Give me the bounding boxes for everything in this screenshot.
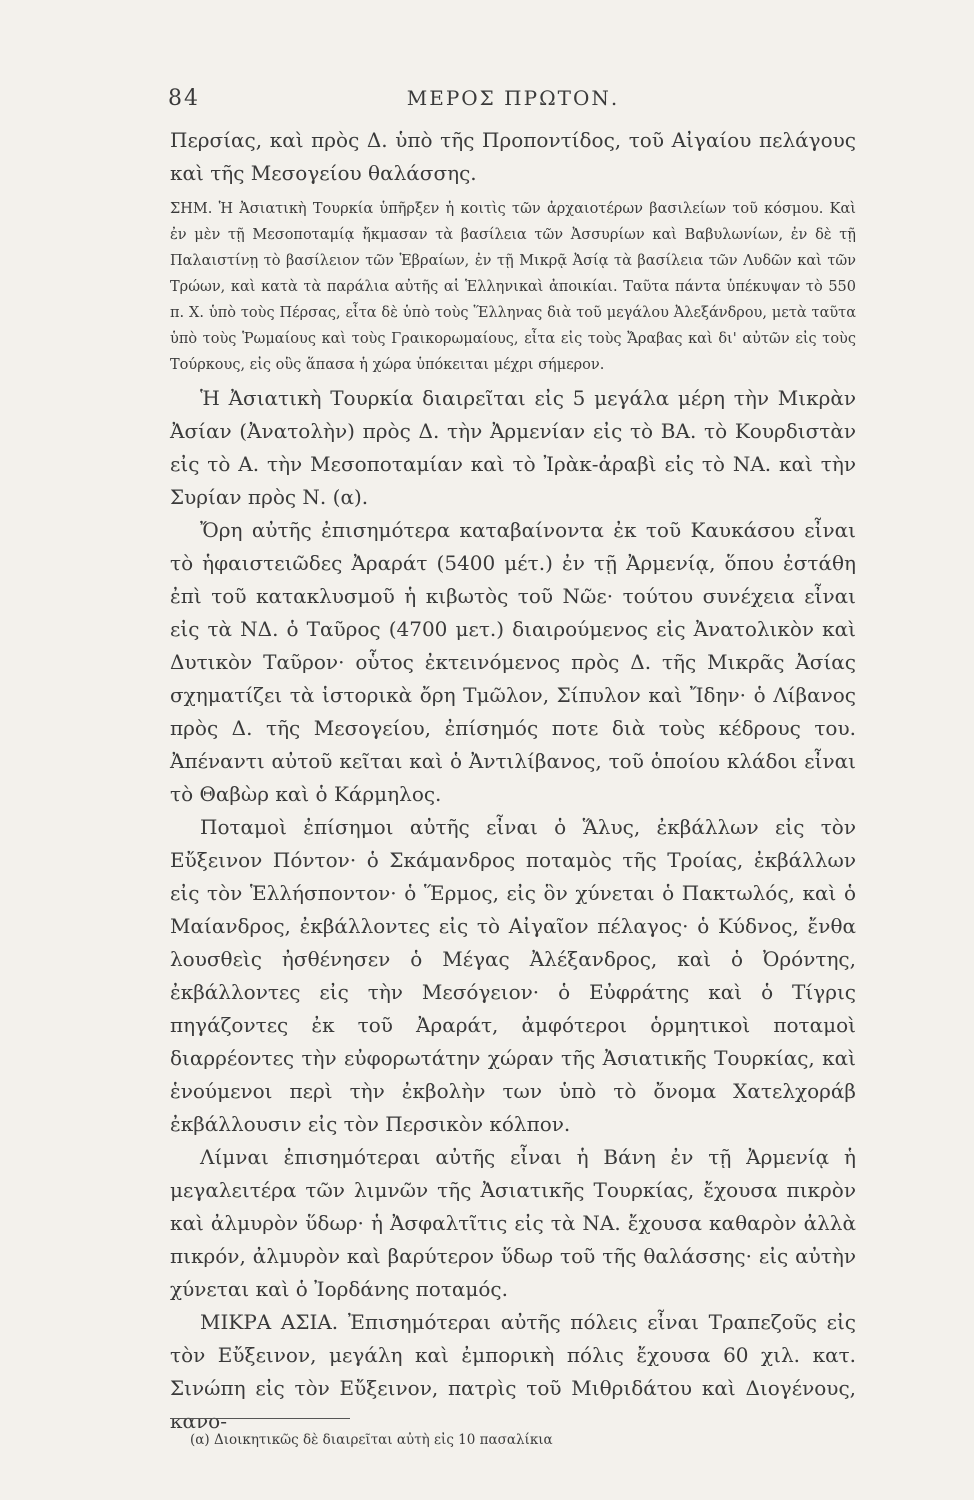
mountains-paragraph: Ὄρη αὐτῆς ἐπισημότερα καταβαίνοντα ἐκ τοῦ Καυκάσου εἶναι τὸ ἡφαιστειῶδες Ἀραράτ (5400 μέτ.) ἐν τῇ Ἀρμενίᾳ, ὅπου ἐστάθη ἐπὶ τοῦ κατακλυσμοῦ ἡ κιβωτὸς τοῦ Νῶε· τούτου συνέχεια εἶναι εἰς τὰ ΝΔ. ὁ Ταῦρος (4700 μετ.) διαιρούμενος εἰς Ἀνατολικὸν καὶ Δυτικὸν Ταῦρον· οὗτος ἐκτεινόμενος πρὸς Δ. τῆς Μικρᾶς Ἀσίας σχηματίζει τὰ ἱστορικὰ ὄρη Τμῶλον, Σίπυλον καὶ Ἴδην· ὁ Λίβανος πρὸς Δ. τῆς Μεσογείου, ἐπίσημός ποτε διὰ τοὺς κέδρους του. Ἀπέναντι αὐτοῦ κεῖται καὶ ὁ Ἀντιλίβανος, τοῦ ὁποίου κλάδοι εἶναι τὸ Θαβὼρ καὶ ὁ Κάρμηλος. xyxy=(170,518,856,806)
divisions-paragraph: Ἡ Ἀσιατικὴ Τουρκία διαιρεῖται εἰς 5 μεγάλα μέρη τὴν Μικρὰν Ἀσίαν (Ἀνατολὴν) πρὸς Δ. τὴν Ἀρμενίαν εἰς τὸ ΒΑ. τὸ Κουρδιστὰν εἰς τὸ Α. τὴν Μεσοποταμίαν καὶ τὸ Ἰρὰκ-ἀραβὶ εἰς τὸ ΝΑ. καὶ τὴν Συρίαν πρὸς Ν. (α). xyxy=(170,386,856,509)
footnote-rule xyxy=(170,1418,350,1419)
footnote: (α) Διοικητικῶς δὲ διαιρεῖται αὐτὴ εἰς 10 πασαλίκια xyxy=(190,1432,553,1448)
page-header xyxy=(168,86,858,116)
page-number: 84 xyxy=(168,86,200,111)
lakes-paragraph: Λίμναι ἐπισημότεραι αὐτῆς εἶναι ἡ Βάνη ἐν τῇ Ἀρμενίᾳ ἡ μεγαλειτέρα τῶν λιμνῶν τῆς Ἀσιατικῆς Τουρκίας, ἔχουσα πικρὸν καὶ ἀλμυρὸν ὕδωρ· ἡ Ἀσφαλτῖτις εἰς τὰ ΝΑ. ἔχουσα καθαρὸν ἀλλὰ πικρόν, ἀλμυρὸν καὶ βαρύτερον ὕδωρ τοῦ τῆς θαλάσσης· εἰς αὐτὴν χύνεται καὶ ὁ Ἰορδάνης ποταμός. xyxy=(170,1145,856,1301)
asia-minor-paragraph: ΜΙΚΡΑ ΑΣΙΑ. Ἐπισημότεραι αὐτῆς πόλεις εἶναι Τραπεζοῦς εἰς τὸν Εὔξεινον, μεγάλη καὶ ἐμπορικὴ πόλις ἔχουσα 60 χιλ. κατ. Σινώπη εἰς τὸν Εὔξεινον, πατρὶς τοῦ Μιθριδάτου καὶ Διογένους, κανο- xyxy=(170,1310,856,1433)
rivers-paragraph: Ποταμοὶ ἐπίσημοι αὐτῆς εἶναι ὁ Ἅλυς, ἐκβάλλων εἰς τὸν Εὔξεινον Πόντον· ὁ Σκάμανδρος ποταμὸς τῆς Τροίας, ἐκβάλλων εἰς τὸν Ἑλλήσποντον· ὁ Ἕρμος, εἰς ὃν χύνεται ὁ Πακτωλός, καὶ ὁ Μαίανδρος, ἐκβάλλοντες εἰς τὸ Αἰγαῖον πέλαγος· ὁ Κύδνος, ἔνθα λουσθεὶς ἠσθένησεν ὁ Μέγας Ἀλέξανδρος, καὶ ὁ Ὀρόντης, ἐκβάλλοντες εἰς τὴν Μεσόγειον· ὁ Εὐφράτης καὶ ὁ Τίγρις πηγάζοντες ἐκ τοῦ Ἀραράτ, ἀμφότεροι ὁρμητικοὶ ποταμοὶ διαρρέοντες τὴν εὐφορωτάτην χώραν τῆς Ἀσιατικῆς Τουρκίας, καὶ ἑνούμενοι περὶ τὴν ἐκβολὴν των ὑπὸ τὸ ὄνομα Χατελχοράβ ἐκβάλλουσιν εἰς τὸν Περσικὸν κόλπον. xyxy=(170,815,856,1136)
page-body xyxy=(170,124,856,1438)
note-paragraph: ΣΗΜ. Ἡ Ἀσιατικὴ Τουρκία ὑπῆρξεν ἡ κοιτὶς τῶν ἀρχαιοτέρων βασιλείων τοῦ κόσμου. Καὶ ἐν μὲν τῇ Μεσοποταμίᾳ ἤκμασαν τὰ βασίλεια τῶν Ἀσσυρίων καὶ Βαβυλωνίων, ἐν δὲ τῇ Παλαιστίνῃ τὸ βασίλειον τῶν Ἑβραίων, ἐν τῇ Μικρᾷ Ἀσίᾳ τὰ βασίλεια τῶν Λυδῶν καὶ τῶν Τρώων, καὶ κατὰ τὰ παράλια αὐτῆς αἱ Ἑλληνικαὶ ἀποικίαι. Ταῦτα πάντα ὑπέκυψαν τὸ 550 π. Χ. ὑπὸ τοὺς Πέρσας, εἶτα δὲ ὑπὸ τοὺς Ἕλληνας διὰ τοῦ μεγάλου Ἀλεξάνδρου, μετὰ ταῦτα ὑπὸ τοὺς Ῥωμαίους καὶ τοὺς Γραικορωμαίους, εἶτα εἰς τοὺς Ἄραβας καὶ δι' αὐτῶν εἰς τοὺς Τούρκους, εἰς οὓς ἅπασα ἡ χώρα ὑπόκειται μέχρι σήμερον. xyxy=(170,201,856,373)
running-title: ΜΕΡΟΣ ΠΡΩΤΟΝ. xyxy=(406,86,620,110)
lead-paragraph: Περσίας, καὶ πρὸς Δ. ὑπὸ τῆς Προποντίδος, τοῦ Αἰγαίου πελάγους καὶ τῆς Μεσογείου θαλάσσης. xyxy=(170,128,856,185)
